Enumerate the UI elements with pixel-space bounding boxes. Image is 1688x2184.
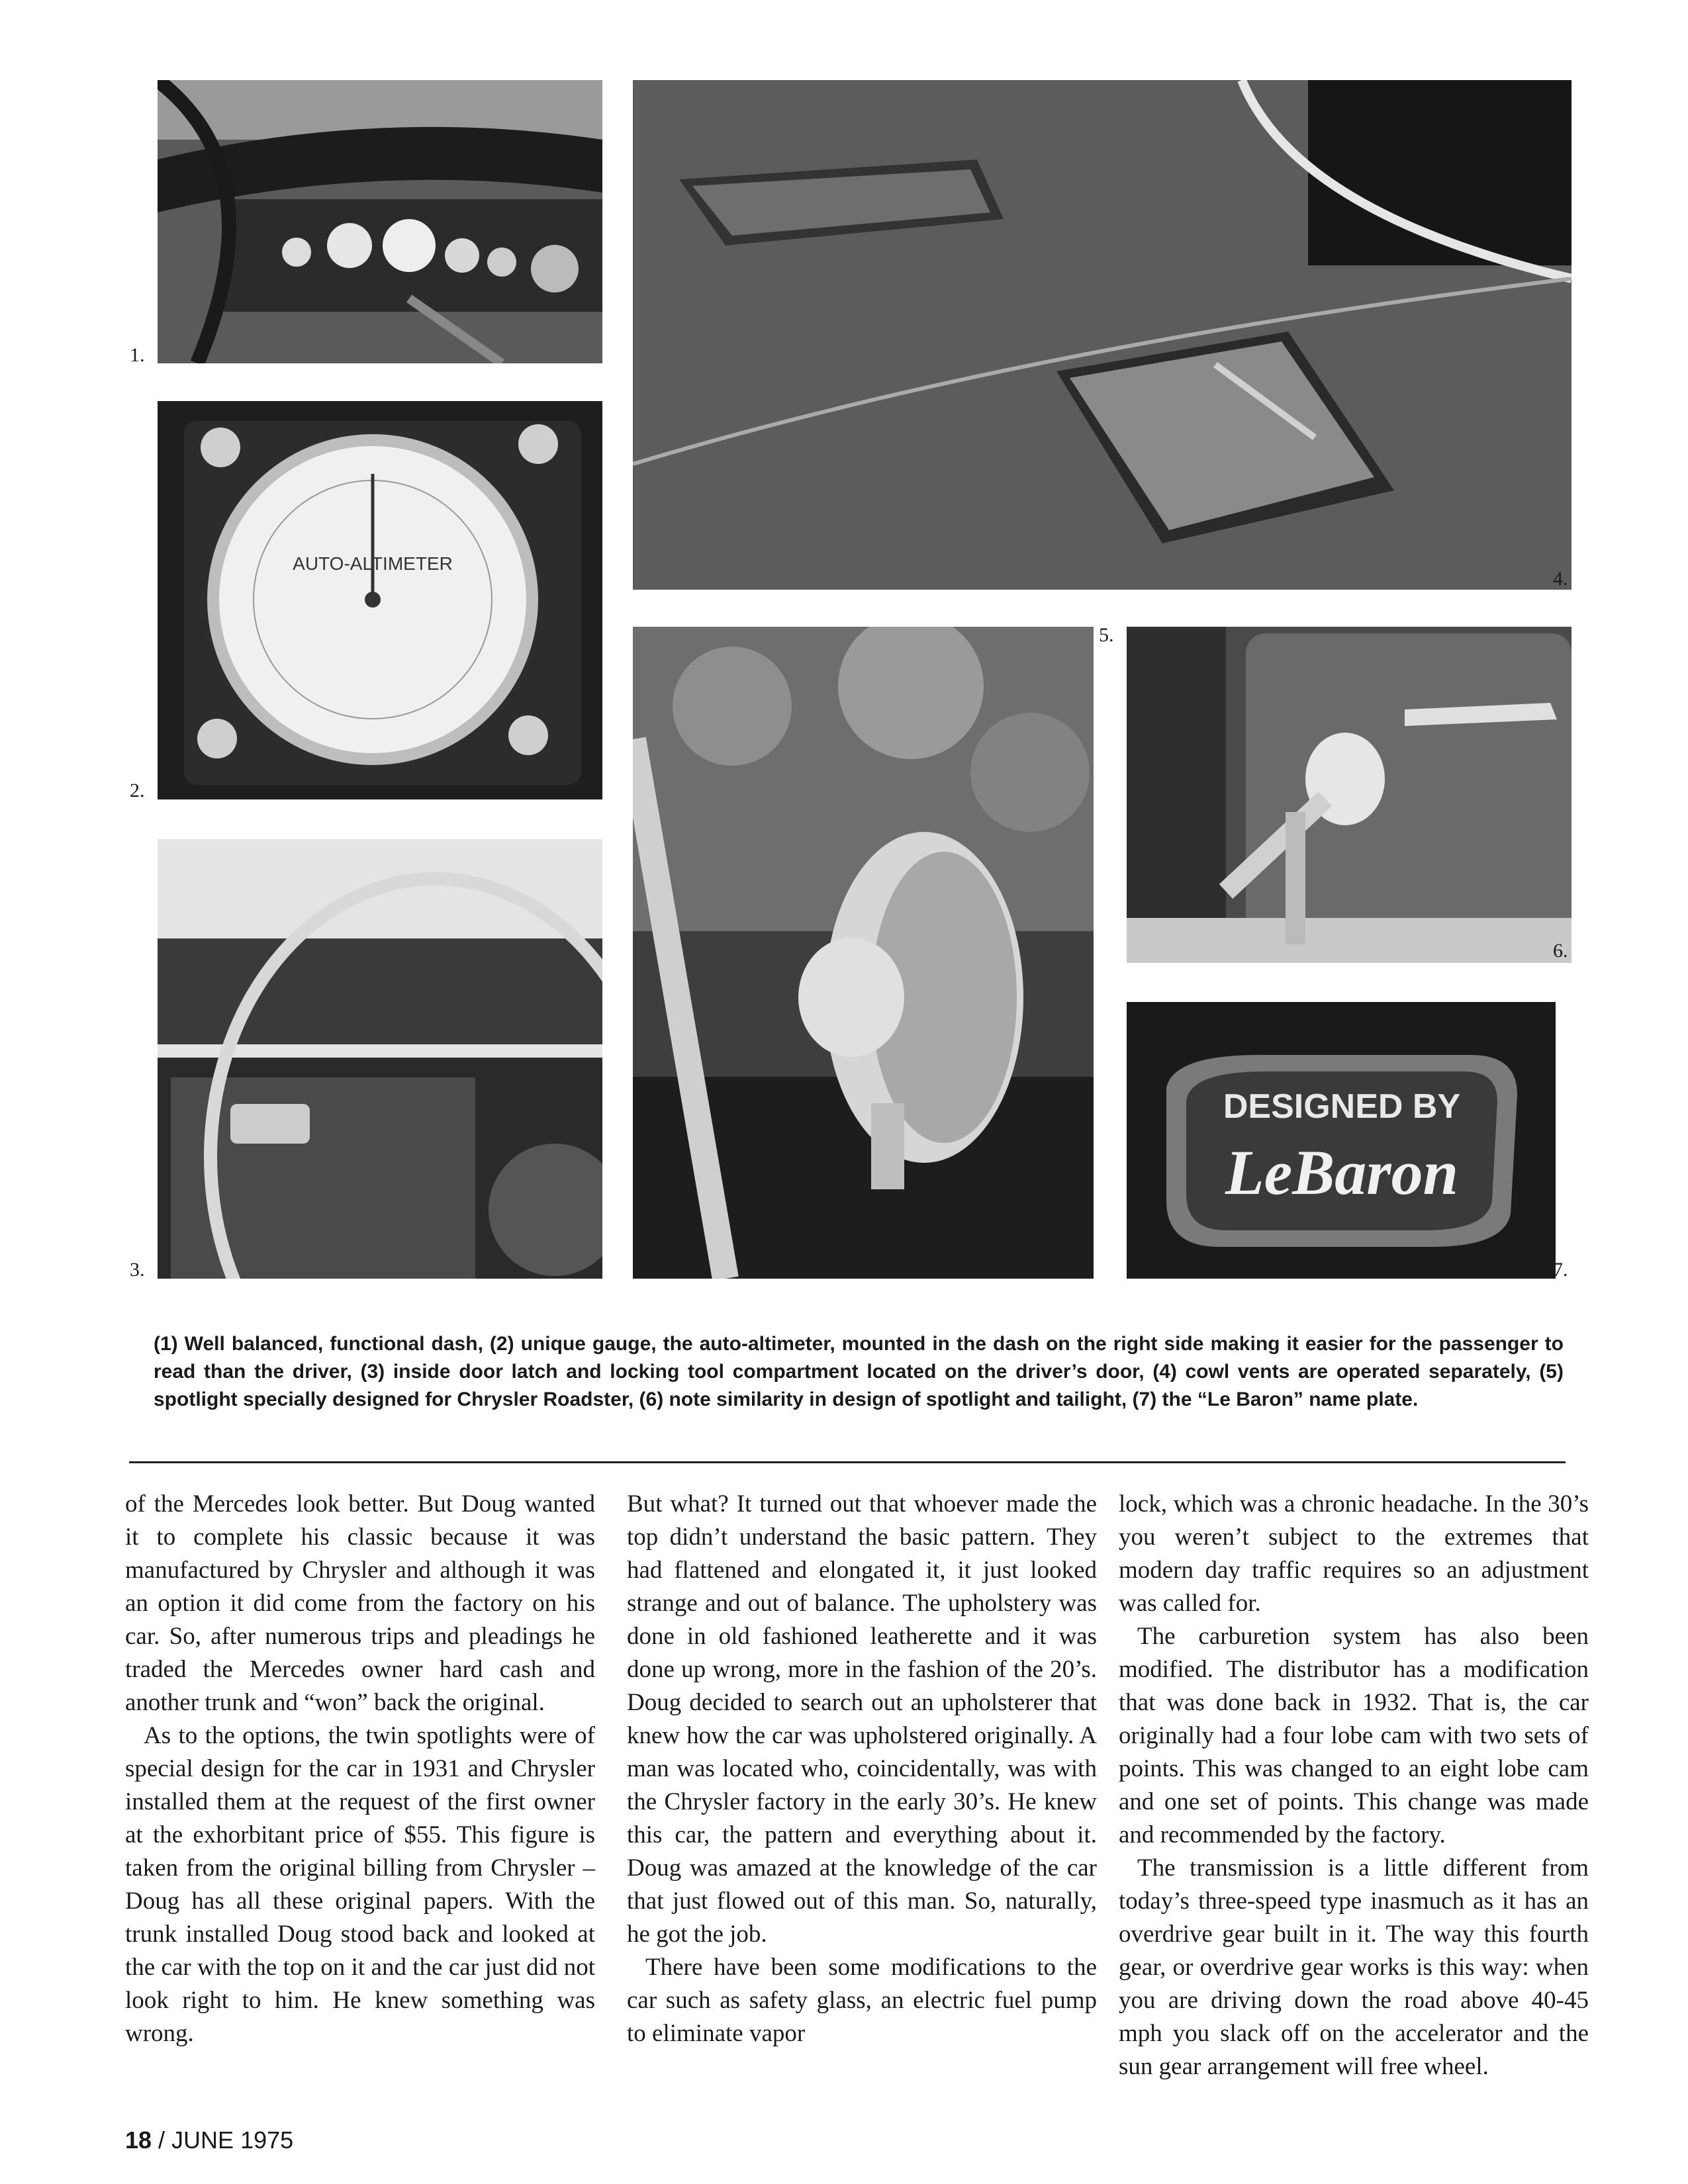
- figure-number-2: 2.: [130, 780, 145, 801]
- photo-spotlight: [633, 627, 1094, 1279]
- paragraph: There have been some modifications to the car such as safety glass, an electric fuel pump to eliminate vapor: [627, 1954, 1097, 2047]
- paragraph: The carburetion system has also been modified. The distributor has a modification that was done back in 1932. That is, the car originally had a four lobe cam with two sets of points. This was changed to an eight lobe cam and one set of points. This change was made and recommended by the factory.: [1119, 1623, 1589, 1848]
- paragraph: The transmission is a little different from today’s three-speed type inasmuch as it has an overdrive gear built in it. The way this fourth gear, or overdrive gear works is this way: when you are driving down the road above 40-45 mph you slack off on the accelerator and the sun gear arrangement will free wheel.: [1119, 1854, 1589, 2080]
- paragraph: But what? It turned out that whoever made the top didn’t understand the basic pattern. They had flattened and elongated it, it just looked strange and out of balance. The upholstery was done in old fashioned leatherette and it was done up wrong, more in the fashion of the 20’s. Doug decided to search out an upholsterer that knew how the car was upholstered originally. A man was located who, coincidentally, was with the Chrysler factory in the early 30’s. He knew this car, the pattern and everything about it. Doug was amazed at the knowledge of the car that just flowed out of this man. So, naturally, he got the job.: [627, 1490, 1097, 1948]
- paragraph: As to the options, the twin spotlights were of special design for the car in 1931 and Chrysler installed them at the request of the first owner at the exhorbitant price of $55. This figure is taken from the original billing from Chrysler – Doug has all these original papers. With the trunk installed Doug stood back and looked at the car with the top on it and the car just did not look right to him. He knew something was wrong.: [125, 1722, 595, 2047]
- figure-number-7: 7.: [1553, 1259, 1568, 1281]
- paragraph: of the Mercedes look better. But Doug wanted it to complete his classic because it was manufactured by Chrysler and although it was an option it did come from the factory on his car. So, after numerous trips and pleadings he traded the Mercedes owner hard cash and another trunk and “won” back the original.: [125, 1490, 595, 1716]
- text-column-2: [627, 1488, 1097, 2050]
- photo-name-plate: [1127, 1002, 1556, 1279]
- altimeter-label: AUTO-ALTIMETER: [293, 553, 453, 574]
- figure-caption: (1) Well balanced, functional dash, (2) unique gauge, the auto-altimeter, mounted in the dash on the right side making it easier for the passenger to read than the driver, (3) inside door latch and locking tool compartment located on the driver’s door, (4) cowl vents are operated separately, (5) spotlight specially designed for Chrysler Roadster, (6) note similarity in design of spotlight and tailight, (7) the “Le Baron” name plate.: [154, 1333, 1564, 1410]
- photo-door-latch: [158, 839, 602, 1279]
- text-column-1: [125, 1488, 595, 2050]
- plate-le-baron: LeBaron: [1225, 1137, 1459, 1208]
- page-footer: [125, 2126, 293, 2154]
- figure-number-6: 6.: [1553, 940, 1568, 962]
- figure-number-1: 1.: [130, 344, 145, 366]
- caption-divider: [129, 1461, 1566, 1463]
- figure-number-5: 5.: [1099, 624, 1114, 646]
- photo-cowl-vents: [633, 80, 1571, 590]
- figure-number-3: 3.: [130, 1259, 145, 1281]
- text-column-3: [1119, 1488, 1589, 2083]
- photo-altimeter: [158, 401, 602, 799]
- paragraph: lock, which was a chronic headache. In the 30’s you weren’t subject to the extremes that modern day traffic requires so an adjustment was called for.: [1119, 1490, 1589, 1617]
- issue-date: / JUNE 1975: [152, 2126, 294, 2154]
- figure-number-4: 4.: [1553, 568, 1568, 590]
- plate-designed-by: DESIGNED BY: [1223, 1087, 1461, 1126]
- page-number: 18: [125, 2126, 152, 2154]
- photo-dashboard: [158, 80, 602, 363]
- photo-taillight: [1127, 627, 1571, 963]
